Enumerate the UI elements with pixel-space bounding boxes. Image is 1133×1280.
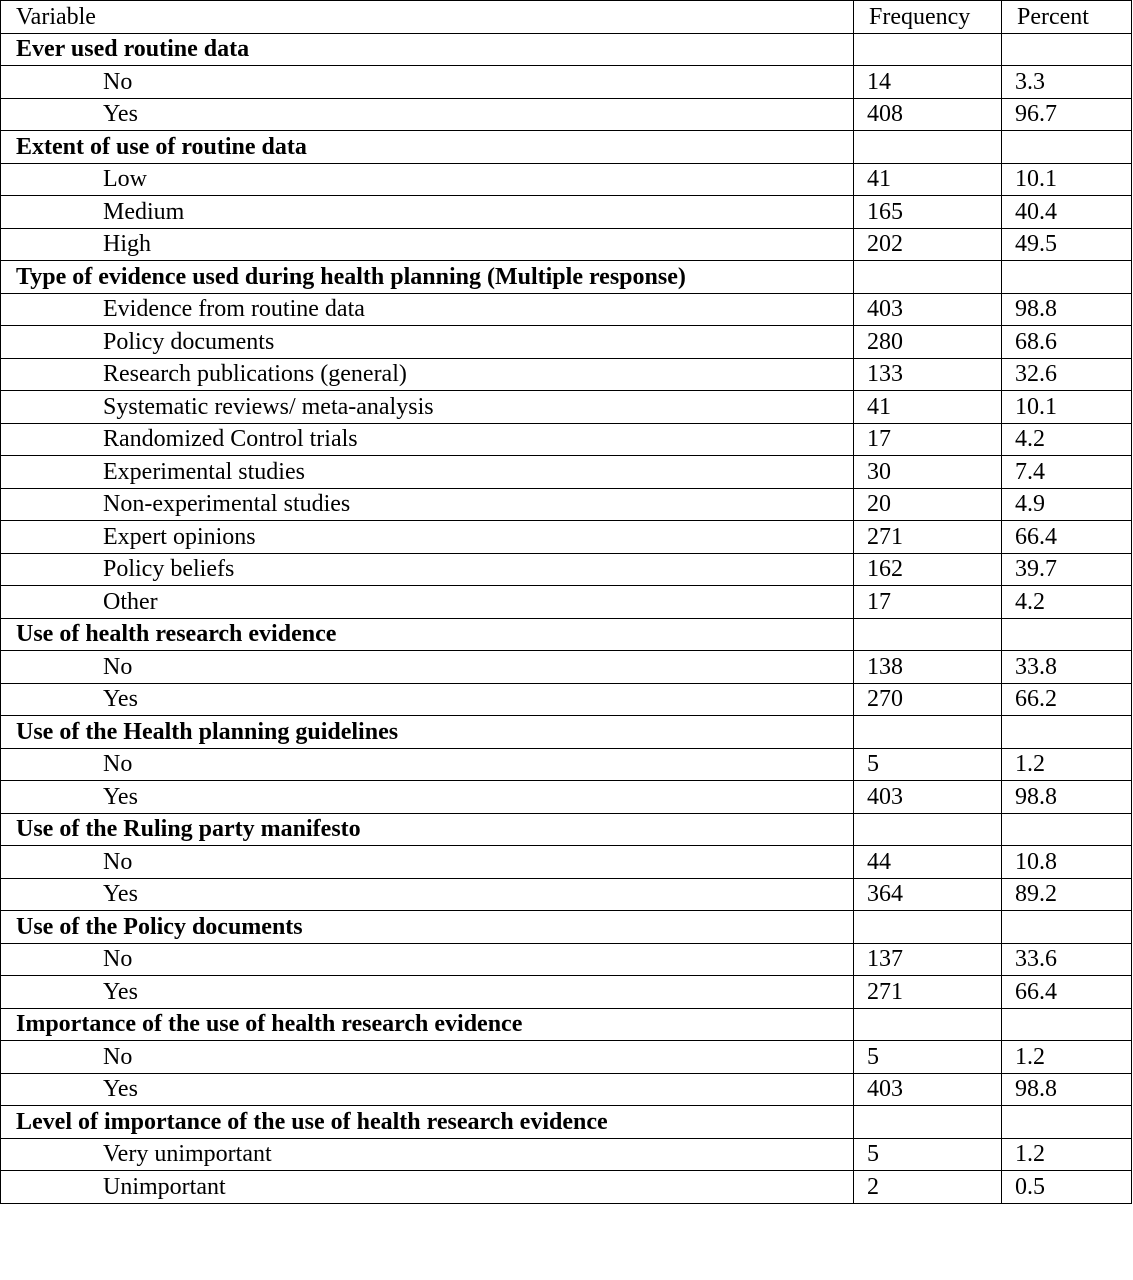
percent-cell: 10.1 <box>1002 163 1132 196</box>
frequency-cell: 14 <box>854 66 1002 99</box>
frequency-cell: 5 <box>854 748 1002 781</box>
row-label: No <box>1 943 854 976</box>
row-label: Evidence from routine data <box>1 293 854 326</box>
table-row <box>1 456 1132 489</box>
row-label: No <box>1 66 854 99</box>
frequency-cell: 17 <box>854 586 1002 619</box>
percent-cell: 1.2 <box>1002 748 1132 781</box>
frequency-cell: 44 <box>854 846 1002 879</box>
percent-cell: 68.6 <box>1002 326 1132 359</box>
section-frequency-cell <box>854 716 1002 749</box>
frequency-cell: 403 <box>854 293 1002 326</box>
frequency-cell: 271 <box>854 976 1002 1009</box>
frequency-cell: 202 <box>854 228 1002 261</box>
row-label: Non-experimental studies <box>1 488 854 521</box>
row-label: Very unimportant <box>1 1138 854 1171</box>
section-frequency-cell <box>854 33 1002 66</box>
section-percent-cell <box>1002 618 1132 651</box>
section-frequency-cell <box>854 261 1002 294</box>
table-row <box>1 293 1132 326</box>
section-title: Type of evidence used during health planning (Multiple response) <box>1 261 854 294</box>
section-row <box>1 618 1132 651</box>
section-row <box>1 33 1132 66</box>
row-label: Randomized Control trials <box>1 423 854 456</box>
percent-cell: 1.2 <box>1002 1041 1132 1074</box>
frequency-cell: 403 <box>854 1073 1002 1106</box>
frequency-cell: 137 <box>854 943 1002 976</box>
row-label: Experimental studies <box>1 456 854 489</box>
percent-cell: 98.8 <box>1002 781 1132 814</box>
section-percent-cell <box>1002 716 1132 749</box>
table-row <box>1 228 1132 261</box>
table-row <box>1 781 1132 814</box>
section-percent-cell <box>1002 1106 1132 1139</box>
table-row <box>1 196 1132 229</box>
frequency-cell: 364 <box>854 878 1002 911</box>
table-row <box>1 358 1132 391</box>
table-row <box>1 846 1132 879</box>
section-row <box>1 813 1132 846</box>
row-label: High <box>1 228 854 261</box>
percent-cell: 3.3 <box>1002 66 1132 99</box>
frequency-cell: 41 <box>854 163 1002 196</box>
table-row <box>1 943 1132 976</box>
section-row <box>1 1008 1132 1041</box>
percent-cell: 66.2 <box>1002 683 1132 716</box>
section-frequency-cell <box>854 1008 1002 1041</box>
table-row <box>1 163 1132 196</box>
row-label: Policy documents <box>1 326 854 359</box>
percent-cell: 96.7 <box>1002 98 1132 131</box>
section-row <box>1 1106 1132 1139</box>
section-frequency-cell <box>854 131 1002 164</box>
table-row <box>1 1138 1132 1171</box>
frequency-cell: 162 <box>854 553 1002 586</box>
row-label: Yes <box>1 1073 854 1106</box>
variable-column-header: Variable <box>1 1 854 34</box>
frequency-cell: 5 <box>854 1138 1002 1171</box>
percent-cell: 7.4 <box>1002 456 1132 489</box>
frequency-cell: 20 <box>854 488 1002 521</box>
row-label: Low <box>1 163 854 196</box>
section-row <box>1 261 1132 294</box>
frequency-cell: 165 <box>854 196 1002 229</box>
percent-cell: 98.8 <box>1002 293 1132 326</box>
frequency-cell: 30 <box>854 456 1002 489</box>
table-row <box>1 98 1132 131</box>
header-row <box>1 1 1132 34</box>
row-label: Policy beliefs <box>1 553 854 586</box>
section-title: Level of importance of the use of health research evidence <box>1 1106 854 1139</box>
frequency-cell: 270 <box>854 683 1002 716</box>
table-row <box>1 651 1132 684</box>
section-title: Use of the Health planning guidelines <box>1 716 854 749</box>
percent-cell: 32.6 <box>1002 358 1132 391</box>
frequency-cell: 271 <box>854 521 1002 554</box>
frequency-cell: 138 <box>854 651 1002 684</box>
frequency-cell: 280 <box>854 326 1002 359</box>
percent-cell: 66.4 <box>1002 521 1132 554</box>
section-frequency-cell <box>854 618 1002 651</box>
section-frequency-cell <box>854 813 1002 846</box>
section-title: Importance of the use of health research evidence <box>1 1008 854 1041</box>
frequency-cell: 5 <box>854 1041 1002 1074</box>
percent-cell: 40.4 <box>1002 196 1132 229</box>
section-title: Ever used routine data <box>1 33 854 66</box>
section-percent-cell <box>1002 911 1132 944</box>
percent-cell: 39.7 <box>1002 553 1132 586</box>
percent-cell: 4.9 <box>1002 488 1132 521</box>
percent-cell: 4.2 <box>1002 423 1132 456</box>
section-percent-cell <box>1002 1008 1132 1041</box>
table-row <box>1 586 1132 619</box>
section-title: Use of health research evidence <box>1 618 854 651</box>
table-row <box>1 66 1132 99</box>
frequency-column-header: Frequency <box>854 1 1002 34</box>
row-label: Other <box>1 586 854 619</box>
table-row <box>1 391 1132 424</box>
frequency-cell: 2 <box>854 1171 1002 1204</box>
percent-cell: 49.5 <box>1002 228 1132 261</box>
row-label: Medium <box>1 196 854 229</box>
table-body <box>1 33 1132 1203</box>
table-row <box>1 1171 1132 1204</box>
row-label: Expert opinions <box>1 521 854 554</box>
table-row <box>1 521 1132 554</box>
row-label: Systematic reviews/ meta-analysis <box>1 391 854 424</box>
row-label: No <box>1 748 854 781</box>
row-label: Yes <box>1 781 854 814</box>
table-row <box>1 878 1132 911</box>
section-row <box>1 716 1132 749</box>
percent-cell: 1.2 <box>1002 1138 1132 1171</box>
section-title: Use of the Policy documents <box>1 911 854 944</box>
table-row <box>1 976 1132 1009</box>
section-row <box>1 911 1132 944</box>
section-frequency-cell <box>854 1106 1002 1139</box>
frequency-cell: 17 <box>854 423 1002 456</box>
percent-cell: 4.2 <box>1002 586 1132 619</box>
row-label: Yes <box>1 878 854 911</box>
row-label: Research publications (general) <box>1 358 854 391</box>
table-row <box>1 553 1132 586</box>
percent-cell: 33.6 <box>1002 943 1132 976</box>
frequency-cell: 403 <box>854 781 1002 814</box>
section-title: Extent of use of routine data <box>1 131 854 164</box>
row-label: Unimportant <box>1 1171 854 1204</box>
frequency-cell: 133 <box>854 358 1002 391</box>
percent-cell: 33.8 <box>1002 651 1132 684</box>
row-label: No <box>1 1041 854 1074</box>
percent-cell: 10.8 <box>1002 846 1132 879</box>
table-row <box>1 748 1132 781</box>
table-row <box>1 326 1132 359</box>
frequency-cell: 41 <box>854 391 1002 424</box>
row-label: Yes <box>1 683 854 716</box>
section-row <box>1 131 1132 164</box>
percent-cell: 10.1 <box>1002 391 1132 424</box>
section-title: Use of the Ruling party manifesto <box>1 813 854 846</box>
table-row <box>1 488 1132 521</box>
percent-cell: 98.8 <box>1002 1073 1132 1106</box>
table-row <box>1 683 1132 716</box>
section-percent-cell <box>1002 813 1132 846</box>
percent-cell: 0.5 <box>1002 1171 1132 1204</box>
percent-cell: 89.2 <box>1002 878 1132 911</box>
row-label: No <box>1 846 854 879</box>
section-percent-cell <box>1002 33 1132 66</box>
table-row <box>1 1041 1132 1074</box>
row-label: No <box>1 651 854 684</box>
table-row <box>1 423 1132 456</box>
frequency-cell: 408 <box>854 98 1002 131</box>
percent-cell: 66.4 <box>1002 976 1132 1009</box>
percent-column-header: Percent <box>1002 1 1132 34</box>
row-label: Yes <box>1 976 854 1009</box>
section-frequency-cell <box>854 911 1002 944</box>
row-label: Yes <box>1 98 854 131</box>
table-row <box>1 1073 1132 1106</box>
section-percent-cell <box>1002 131 1132 164</box>
section-percent-cell <box>1002 261 1132 294</box>
